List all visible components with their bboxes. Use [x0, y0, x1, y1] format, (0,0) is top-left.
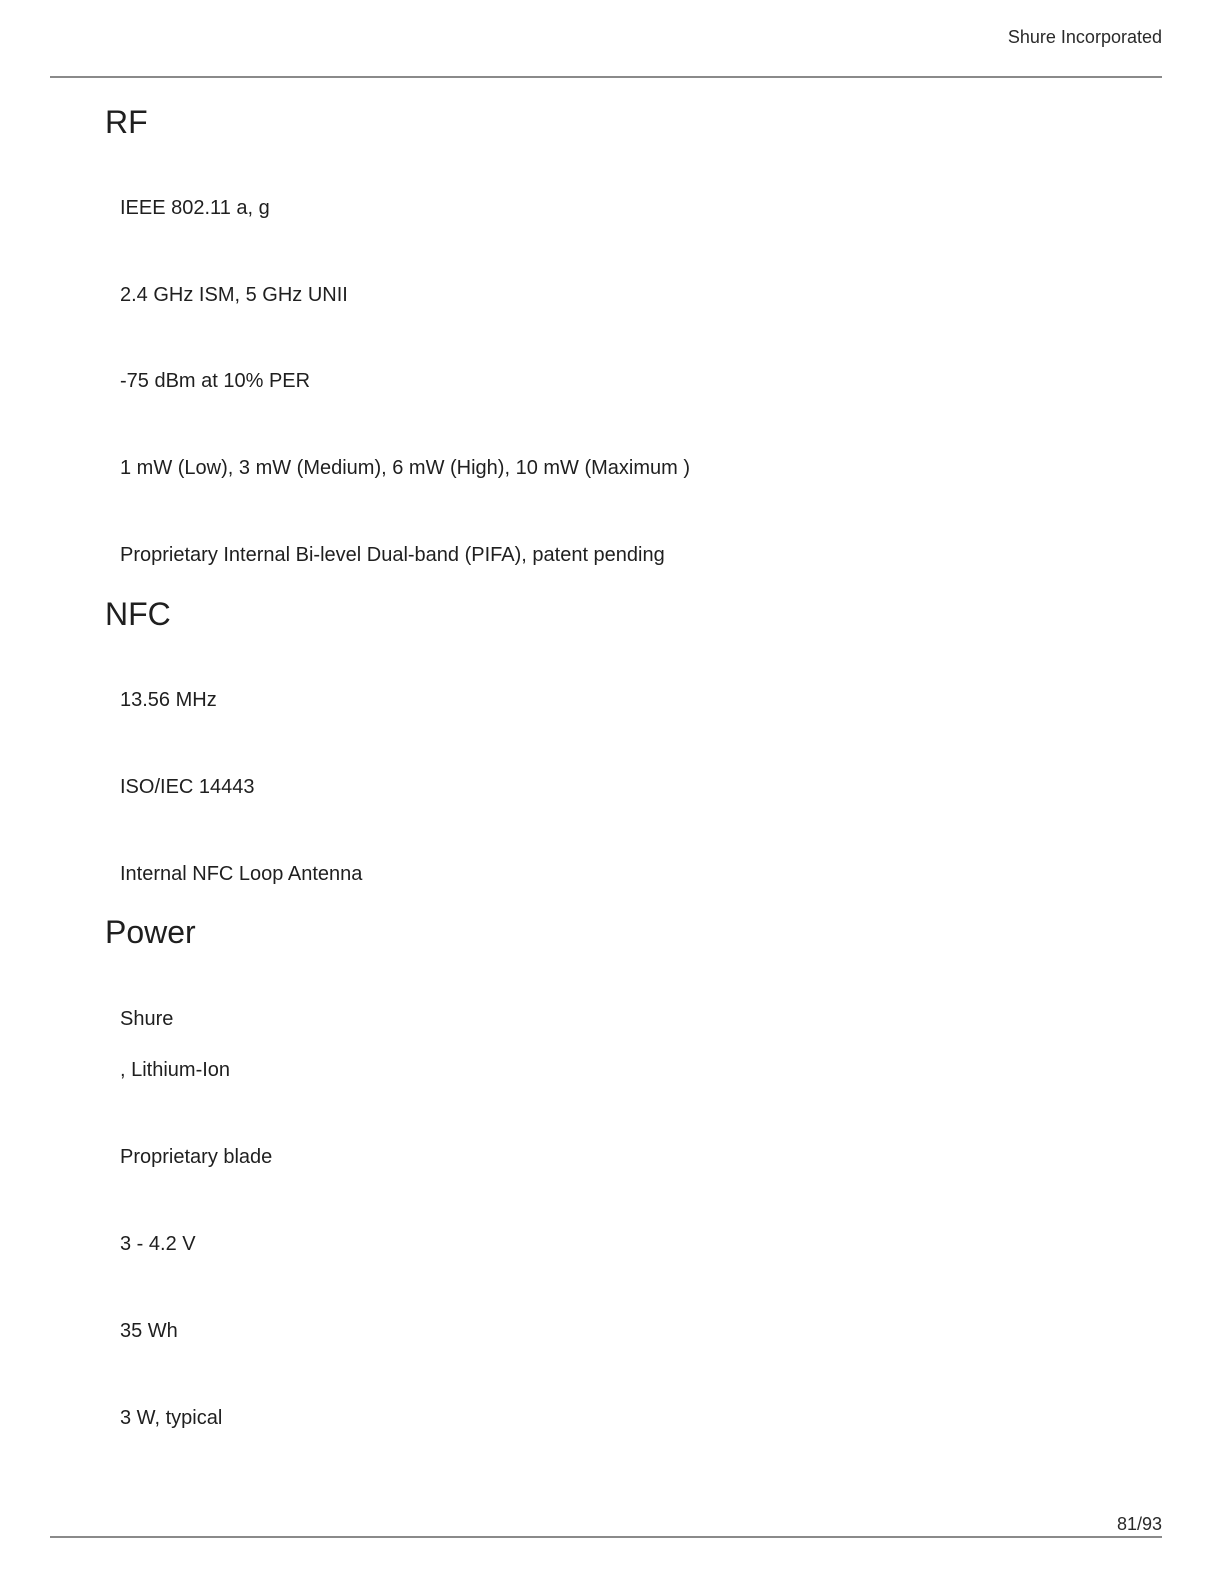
nfc-standard-value: ISO/IEC 14443 — [120, 776, 255, 798]
power-consumption-value: 3 W, typical — [120, 1407, 223, 1429]
power-capacity-value: 35 Wh — [120, 1320, 178, 1342]
header-divider — [50, 76, 1162, 78]
page-number: 81/93 — [1116, 1514, 1162, 1534]
header-company-name: Shure Incorporated — [1007, 27, 1162, 47]
section-title-power: Power — [105, 914, 196, 950]
power-connector-value: Proprietary blade — [120, 1146, 273, 1168]
section-title-rf: RF — [105, 104, 148, 140]
rf-standard-value: IEEE 802.11 a, g — [120, 197, 270, 219]
rf-frequency-band-value: 2.4 GHz ISM, 5 GHz UNII — [120, 284, 348, 306]
nfc-frequency-value: 13.56 MHz — [120, 689, 217, 711]
section-title-nfc: NFC — [105, 596, 171, 632]
rf-antenna-value: Proprietary Internal Bi-level Dual-band (PIFA), patent pending — [120, 544, 665, 566]
rf-sensitivity-value: -75 dBm at 10% PER — [120, 370, 311, 392]
nfc-antenna-value: Internal NFC Loop Antenna — [120, 863, 363, 885]
rf-output-power-value: 1 mW (Low), 3 mW (Medium), 6 mW (High), 10 mW (Maximum ) — [120, 457, 691, 479]
footer-divider — [50, 1536, 1162, 1538]
power-voltage-value: 3 - 4.2 V — [120, 1233, 196, 1255]
power-battery-type-value: , Lithium-Ion — [120, 1059, 231, 1081]
power-battery-brand-value: Shure — [120, 1008, 174, 1030]
